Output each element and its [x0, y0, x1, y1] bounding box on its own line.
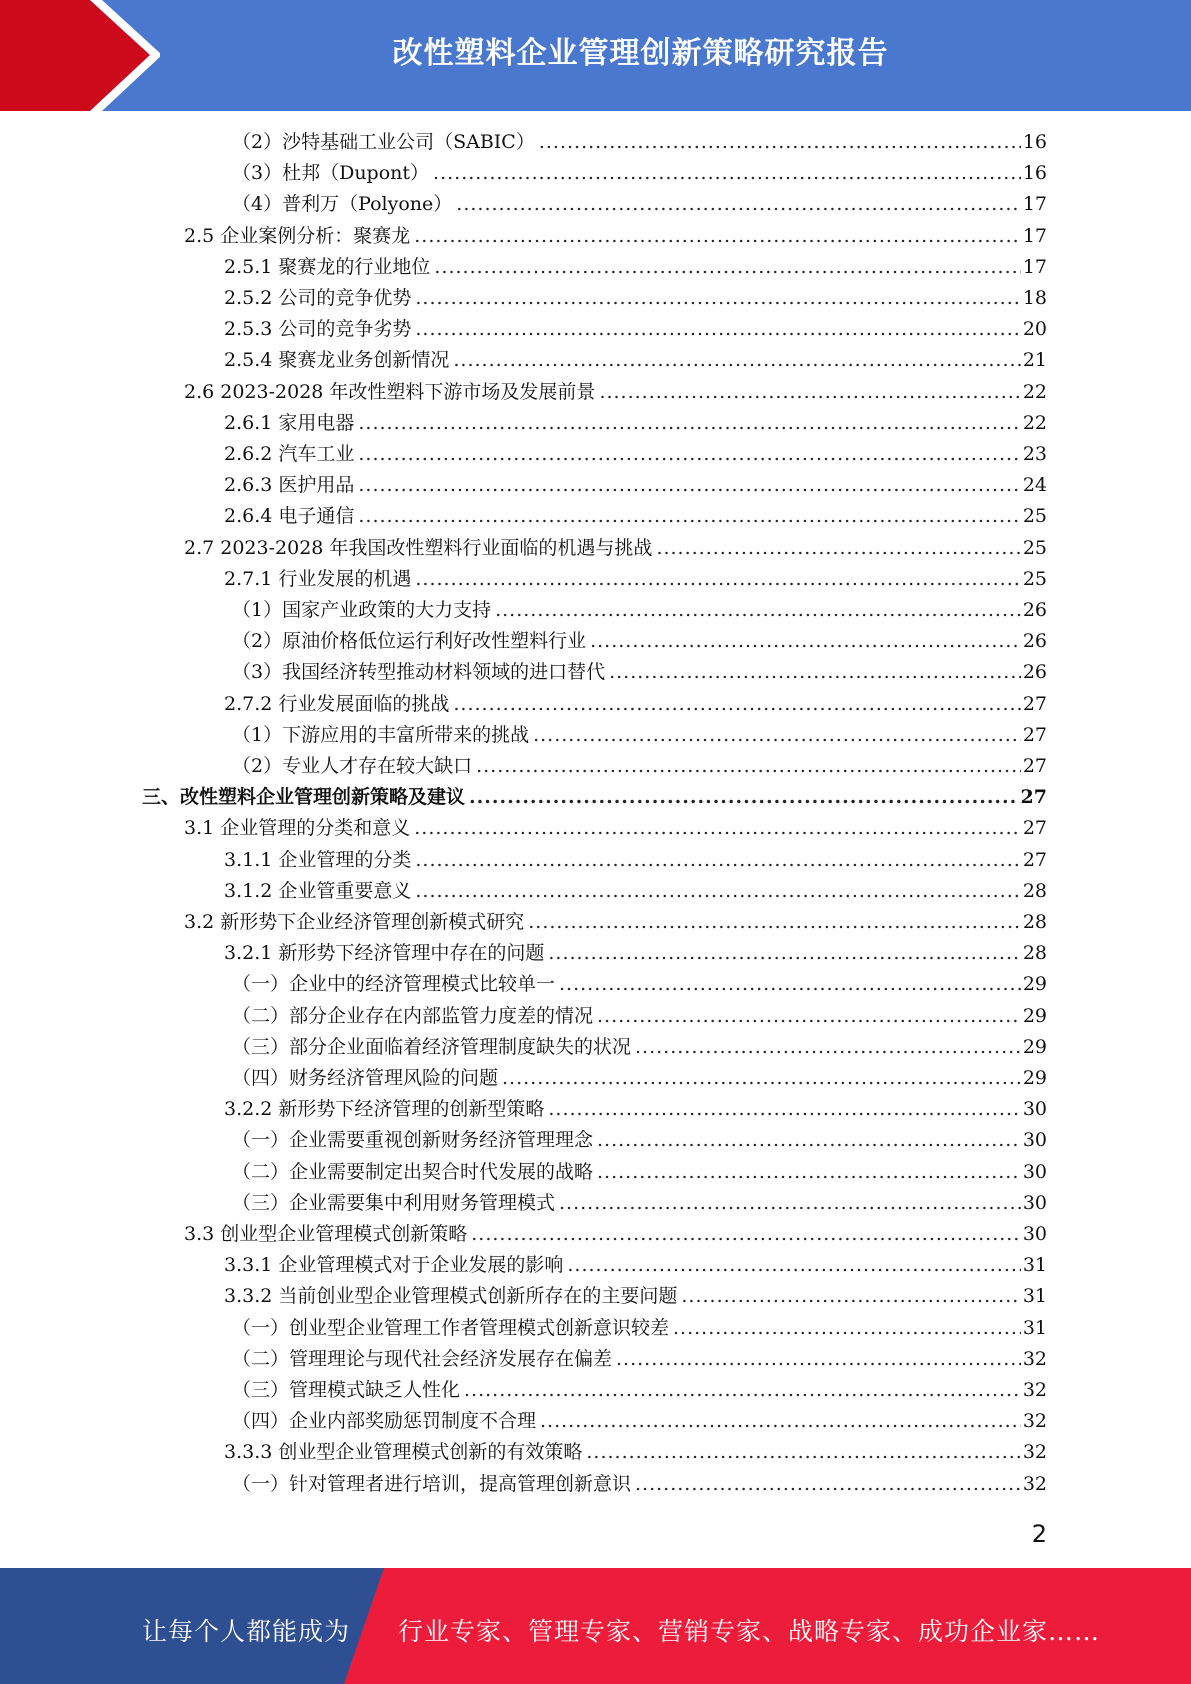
- toc-entry[interactable]: [232, 1188, 1047, 1219]
- toc-dot-leader: [415, 314, 1020, 345]
- toc-entry-title: 2.5.3 公司的竞争劣势: [224, 318, 412, 341]
- toc-entry-title: （二）企业需要制定出契合时代发展的战略: [232, 1160, 594, 1183]
- toc-entry-page: 17: [1022, 224, 1047, 247]
- toc-dot-leader: [616, 1344, 1021, 1375]
- toc-dot-leader: [495, 595, 1021, 626]
- toc-dot-leader: [414, 221, 1021, 252]
- toc-dot-leader: [597, 1125, 1021, 1156]
- toc-dot-leader: [599, 377, 1020, 408]
- toc-entry-page: 31: [1022, 1316, 1047, 1339]
- toc-entry-page: 29: [1022, 973, 1047, 996]
- toc-dot-leader: [476, 751, 1021, 782]
- toc-dot-leader: [567, 1250, 1020, 1281]
- toc-entry-title: 3.3.2 当前创业型企业管理模式创新所存在的主要问题: [224, 1285, 678, 1308]
- toc-entry-title: 2.6.2 汽车工业: [224, 443, 355, 465]
- toc-entry-title: 2.6.3 医护用品: [224, 474, 355, 497]
- toc-entry[interactable]: [184, 533, 1047, 564]
- toc-entry-title: （1）国家产业政策的大力支持: [232, 599, 492, 621]
- toc-entry[interactable]: [232, 158, 1047, 189]
- toc-entry-page: 25: [1022, 505, 1047, 528]
- toc-entry-title: （3）杜邦（Dupont）: [232, 162, 430, 185]
- toc-entry-title: （3）我国经济转型推动材料领域的进口替代: [232, 661, 606, 684]
- toc-dot-leader: [358, 501, 1020, 532]
- toc-entry[interactable]: [224, 1281, 1047, 1312]
- toc-entry-title: 2.6.1 家用电器: [224, 411, 355, 434]
- toc-entry-page: 24: [1022, 474, 1047, 497]
- toc-entry-page: 27: [1022, 817, 1047, 840]
- toc-dot-leader: [464, 1375, 1021, 1406]
- toc-entry-page: 30: [1022, 1160, 1047, 1183]
- toc-entry[interactable]: [224, 564, 1047, 595]
- footer-slogan-left: 让每个人都能成为: [142, 1617, 351, 1646]
- toc-dot-leader: [471, 1219, 1021, 1250]
- report-title: 改性塑料企业管理创新策略研究报告: [392, 36, 889, 71]
- toc-dot-leader: [434, 252, 1020, 283]
- toc-dot-leader: [469, 782, 1019, 813]
- toc-entry[interactable]: [224, 283, 1047, 314]
- toc-entry-page: 26: [1022, 630, 1047, 653]
- toc-entry-title: 3.1.2 企业管重要意义: [224, 879, 412, 902]
- toc-dot-leader: [548, 938, 1020, 969]
- toc-entry[interactable]: [232, 1406, 1047, 1437]
- toc-entry[interactable]: [184, 907, 1047, 938]
- toc-entry-page: 25: [1022, 536, 1047, 559]
- toc-dot-leader: [453, 345, 1020, 376]
- toc-entry-page: 29: [1022, 1004, 1047, 1027]
- toc-entry[interactable]: [224, 314, 1047, 345]
- toc-entry-title: （1）下游应用的丰富所带来的挑战: [232, 723, 530, 746]
- toc-entry-page: 27: [1022, 692, 1047, 715]
- toc-entry-title: 3.3.1 企业管理模式对于企业发展的影响: [224, 1254, 564, 1277]
- page-footer: [0, 1568, 1191, 1684]
- toc-entry[interactable]: [232, 1375, 1047, 1406]
- toc-entry-title: 3.2 新形势下企业经济管理创新模式研究: [184, 911, 525, 933]
- toc-entry-title: 2.7.2 行业发展面临的挑战: [224, 692, 450, 715]
- toc-entry-title: （2）沙特基础工业公司（SABIC）: [232, 131, 535, 153]
- toc-entry-title: 2.5.1 聚赛龙的行业地位: [224, 255, 431, 278]
- toc-entry-page: 31: [1022, 1285, 1047, 1308]
- toc-entry-title: （四）财务经济管理风险的问题: [232, 1067, 499, 1089]
- toc-entry-page: 29: [1022, 1035, 1047, 1058]
- toc-dot-leader: [590, 626, 1021, 657]
- toc-dot-leader: [656, 533, 1020, 564]
- toc-dot-leader: [358, 470, 1020, 501]
- toc-entry-title: 3.3.3 创业型企业管理模式创新的有效策略: [224, 1441, 583, 1464]
- toc-dot-leader: [597, 1001, 1021, 1032]
- toc-entry[interactable]: [184, 813, 1047, 844]
- toc-entry-page: 18: [1022, 287, 1047, 309]
- toc-dot-leader: [635, 1032, 1021, 1063]
- toc-entry-title: （二）部分企业存在内部监管力度差的情况: [232, 1004, 594, 1027]
- toc-entry-title: 3.1 企业管理的分类和意义: [184, 817, 411, 840]
- toc-entry[interactable]: [224, 845, 1047, 876]
- toc-entry-title: 2.6 2023-2028 年改性塑料下游市场及发展前景: [184, 380, 596, 403]
- toc-entry-page: 28: [1022, 911, 1047, 933]
- toc-dot-leader: [358, 408, 1020, 439]
- page-number: 2: [1031, 1520, 1047, 1548]
- toc-entry[interactable]: [232, 1469, 1047, 1500]
- toc-dot-leader: [528, 907, 1021, 938]
- toc-entry-title: （一）创业型企业管理工作者管理模式创新意识较差: [232, 1316, 670, 1339]
- toc-entry-title: （四）企业内部奖励惩罚制度不合理: [232, 1410, 537, 1433]
- toc-entry-title: 2.7 2023-2028 年我国改性塑料行业面临的机遇与挑战: [184, 536, 653, 559]
- toc-dot-leader: [502, 1063, 1021, 1094]
- toc-entry[interactable]: [232, 1063, 1047, 1094]
- toc-entry-page: 16: [1022, 131, 1047, 153]
- toc-entry-title: （4）普利万（Polyone）: [232, 193, 453, 216]
- toc-entry[interactable]: [232, 657, 1047, 688]
- toc-entry-page: 28: [1022, 942, 1047, 965]
- toc-entry-page: 27: [1022, 755, 1047, 777]
- toc-dot-leader: [548, 1094, 1020, 1125]
- toc-dot-leader: [540, 1406, 1021, 1437]
- toc-entry[interactable]: [184, 221, 1047, 252]
- toc-dot-leader: [539, 127, 1021, 158]
- toc-dot-leader: [433, 158, 1021, 189]
- toc-entry-page: 25: [1022, 567, 1047, 590]
- toc-entry[interactable]: [232, 1313, 1047, 1344]
- toc-entry[interactable]: [184, 1219, 1047, 1250]
- toc-entry[interactable]: [232, 1125, 1047, 1156]
- toc-entry[interactable]: [224, 408, 1047, 439]
- toc-entry-page: 20: [1022, 318, 1047, 341]
- toc-entry-page: 17: [1022, 193, 1047, 216]
- toc-entry-title: （2）专业人才存在较大缺口: [232, 755, 473, 777]
- toc-entry-page: 28: [1022, 879, 1047, 902]
- toc-entry[interactable]: [224, 938, 1047, 969]
- toc-entry[interactable]: [232, 1344, 1047, 1375]
- toc-entry-title: （一）针对管理者进行培训，提高管理创新意识: [232, 1472, 632, 1495]
- toc-entry-page: 22: [1022, 380, 1047, 403]
- toc-entry-page: 21: [1022, 349, 1047, 372]
- toc-entry[interactable]: [232, 1032, 1047, 1063]
- toc-entry[interactable]: [224, 470, 1047, 501]
- toc-entry-page: 32: [1022, 1472, 1047, 1495]
- toc-entry[interactable]: [232, 1157, 1047, 1188]
- toc-entry[interactable]: [224, 1250, 1047, 1281]
- toc-dot-leader: [597, 1157, 1021, 1188]
- toc-entry[interactable]: [232, 751, 1047, 782]
- toc-entry-title: 2.5.4 聚赛龙业务创新情况: [224, 349, 450, 372]
- toc-entry[interactable]: [224, 501, 1047, 532]
- toc-entry-page: 32: [1022, 1379, 1047, 1401]
- toc-entry-title: 3.2.2 新形势下经济管理的创新型策略: [224, 1098, 545, 1121]
- toc-entry-title: （一）企业需要重视创新财务经济管理理念: [232, 1129, 594, 1152]
- toc-entry[interactable]: [142, 782, 1047, 813]
- toc-entry-title: 2.7.1 行业发展的机遇: [224, 567, 412, 590]
- toc-entry-page: 30: [1022, 1129, 1047, 1152]
- toc-entry-title: （一）企业中的经济管理模式比较单一: [232, 973, 556, 996]
- toc-entry-page: 29: [1022, 1067, 1047, 1089]
- toc-entry-page: 23: [1022, 443, 1047, 465]
- toc-dot-leader: [415, 845, 1020, 876]
- toc-entry-title: 3.2.1 新形势下经济管理中存在的问题: [224, 942, 545, 965]
- toc-entry-page: 27: [1022, 848, 1047, 871]
- toc-entry-page: 31: [1022, 1254, 1047, 1277]
- toc-entry-title: （三）管理模式缺乏人性化: [232, 1379, 461, 1401]
- toc-entry-title: （2）原油价格低位运行利好改性塑料行业: [232, 630, 587, 653]
- toc-entry-title: （二）管理理论与现代社会经济发展存在偏差: [232, 1347, 613, 1370]
- toc-entry-title: 3.3 创业型企业管理模式创新策略: [184, 1223, 468, 1245]
- toc-entry-page: 17: [1022, 255, 1047, 278]
- toc-entry-page: 30: [1022, 1098, 1047, 1121]
- page-header: [0, 0, 1191, 111]
- toc-entry-page: 32: [1022, 1410, 1047, 1433]
- toc-entry-page: 27: [1020, 786, 1047, 809]
- toc-dot-leader: [358, 439, 1020, 470]
- toc-dot-leader: [456, 189, 1021, 220]
- toc-dot-leader: [681, 1281, 1020, 1312]
- toc-entry[interactable]: [224, 1094, 1047, 1125]
- toc-entry-page: 32: [1022, 1441, 1047, 1464]
- toc-entry[interactable]: [224, 439, 1047, 470]
- toc-entry-title: 三、改性塑料企业管理创新策略及建议: [142, 786, 466, 809]
- toc-dot-leader: [609, 657, 1021, 688]
- toc-entry[interactable]: [224, 345, 1047, 376]
- toc-dot-leader: [415, 876, 1020, 907]
- toc-dot-leader: [415, 283, 1020, 314]
- toc-entry[interactable]: [232, 720, 1047, 751]
- toc-dot-leader: [559, 969, 1021, 1000]
- toc-entry-page: 16: [1022, 162, 1047, 185]
- toc-entry-title: （三）部分企业面临着经济管理制度缺失的状况: [232, 1035, 632, 1058]
- toc-entry-page: 32: [1022, 1347, 1047, 1370]
- toc-entry-title: 2.5 企业案例分析：聚赛龙: [184, 224, 411, 247]
- toc-entry[interactable]: [224, 252, 1047, 283]
- toc-entry[interactable]: [184, 377, 1047, 408]
- toc-entry-title: （三）企业需要集中利用财务管理模式: [232, 1191, 556, 1214]
- toc-entry-title: 2.5.2 公司的竞争优势: [224, 287, 412, 309]
- toc-entry-page: 22: [1022, 411, 1047, 434]
- toc-entry-title: 2.6.4 电子通信: [224, 505, 355, 528]
- toc-entry[interactable]: [224, 876, 1047, 907]
- toc-entry[interactable]: [224, 689, 1047, 720]
- toc-entry-page: 27: [1022, 723, 1047, 746]
- toc-entry[interactable]: [232, 1001, 1047, 1032]
- toc-dot-leader: [453, 689, 1020, 720]
- toc-entry-page: 26: [1022, 661, 1047, 684]
- toc-entry[interactable]: [224, 1437, 1047, 1468]
- toc-entry[interactable]: [232, 127, 1047, 158]
- toc-entry-page: 26: [1022, 599, 1047, 621]
- toc-dot-leader: [415, 564, 1020, 595]
- toc-entry[interactable]: [232, 626, 1047, 657]
- toc-entry-page: 30: [1022, 1191, 1047, 1214]
- toc-entry-title: 3.1.1 企业管理的分类: [224, 848, 412, 871]
- toc-dot-leader: [414, 813, 1021, 844]
- toc-entry[interactable]: [232, 969, 1047, 1000]
- toc-entry[interactable]: [232, 189, 1047, 220]
- toc-dot-leader: [586, 1437, 1020, 1468]
- toc-dot-leader: [673, 1313, 1021, 1344]
- toc-dot-leader: [533, 720, 1021, 751]
- toc-dot-leader: [559, 1188, 1021, 1219]
- toc-dot-leader: [635, 1469, 1021, 1500]
- footer-slogan-right: 行业专家、管理专家、营销专家、战略专家、成功企业家……: [398, 1617, 1101, 1646]
- toc-entry[interactable]: [232, 595, 1047, 626]
- toc-entry-page: 30: [1022, 1223, 1047, 1245]
